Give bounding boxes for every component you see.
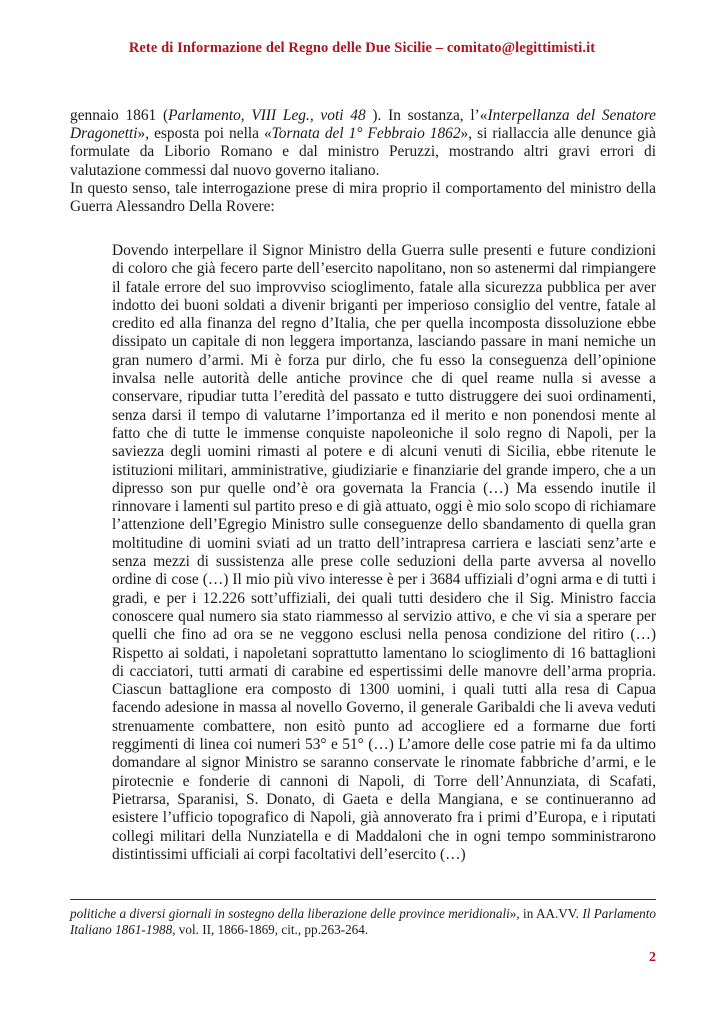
block-quote xyxy=(112,242,656,864)
intro-paragraph-2: In questo senso, tale interrogazione prese di mira proprio il comportamento del ministro della Guerra Alessandro Della Rovere: xyxy=(70,179,656,216)
intro-text xyxy=(70,107,656,216)
interpellanza-title: Interpellanza del Senatore Dragonetti xyxy=(70,107,656,143)
intro-text-run: gennaio 1861 ( xyxy=(70,107,169,124)
intro-text-run: », si riallaccia alle denunce già formulate da Liborio Romano e dal ministro Peruzzi, mostrando altri gravi errori di valutazione commessi dal nuovo governo italiano. xyxy=(70,125,657,179)
quote-paragraph: Dovendo interpellare il Signor Ministro della Guerra sulle presenti e future condizioni di coloro che già fecero parte dell’esercito napolitano, non so astenermi dal rimpiangere il fatale errore del suo improvviso scioglimento, fatale alla sicurezza pubblica per aver indotto dei buoni soldati a divenir briganti per imperioso consiglio del ventre, fatale al credito ed alla finanza del regno d’Italia, che per quella incomposta dissoluzione ebbe dissipato un capitale di non leggera importanza, lasciando passare in mani nemiche un gran numero d’armi. Mi è forza pur dirlo, che fu esso la conseguenza dell’opinione invalsa nelle autorità delle antiche province che di quel reame nulla si avesse a conservare, ripudiar tutta l’eredità del passato e tutto distruggere dei suoi ordinamenti, senza darsi il tempo di valutarne l’importanza ed il merito e non ponendosi mente al fatto che di tutte le immense conquiste napoleoniche il solo regno di Napoli, per la saviezza degli uomini rimasti al potere e di alcuni venuti di Sicilia, ebbe ritenute le istituzioni militari, amministrative, giudiziarie e finanziarie del grande impero, che a un dipresso son pur quelle ond’è ora governata la Francia (…) Ma essendo inutile il rinnovare i lamenti sul partito preso e di già attuato, oggi è mio solo scopo di richiamare l’attenzione dell’Egregio Ministro sulle conseguenze dello sbandamento di quella gran moltitudine di uomini sviati ad un tratto dell’intrapresa carriera e lasciati senz’arte e senza mezzi di sussistenza alle prese colle seduzioni della parte avversa al novello ordine di cose (…) Il mio più vivo interesse è per i 3684 uffiziali d’ogni arma e di tutti i gradi, e per i 12.226 sott’uffiziali, dei quali tutti desidero che il Sig. Ministro faccia conoscere qual numero sia stato riammesso al servizio attivo, e che vi sia a sperare per quelli che fino ad ora se ne veggono esclusi nella penosa condizione del ritiro (…) Rispetto ai soldati, i napoletani soprattutto lamentano lo scioglimento di 16 battaglioni di cacciatori, tutti armati di carabine ed espertissimi delle manovre dell’arma propria. Ciascun battaglione era composto di 1300 uomini, i quali tutti alla resa di Capua facendo adesione in massa al novello Governo, il generale Garibaldi che li aveva veduti strenuamente combattere, non esitò punto ad accogliere ed a formarne due forti reggimenti di linea coi numeri 53° e 51° (…) L’amore delle cose patrie mi fa da ultimo domandare al signor Ministro se saranno conservate le rinomate fabbriche d’armi, e le pirotecnie e fonderie di cannoni di Napoli, di Torre dell’Annunziata, di Scafati, Pietrarsa, Sparanisi, S. Donato, di Gaeta e della Mangiana, e se continueranno ad esistere l’ufficio topografico di Napoli, già annoverato fra i primi d’Europa, e i riputati collegi militari della Nunziatella e di Maddaloni che in ogni tempo somministrarono distintissimi ufficiali ai corpi facoltativi dell’esercito (…) xyxy=(112,242,656,863)
footnote-text xyxy=(70,906,656,938)
footnote-run: , vol. II, 1866-1869, cit., pp.263-264. xyxy=(172,922,369,937)
page-header: Rete di Informazione del Regno delle Due Sicilie – comitato@legittimisti.it xyxy=(128,40,596,56)
intro-paragraph-1 xyxy=(70,107,656,180)
citation-italic: Parlamento, VIII Leg., voti 48 xyxy=(168,107,366,124)
page-number: 2 xyxy=(649,950,656,965)
intro-text-run: », esposta poi nella « xyxy=(137,125,272,143)
tornata-title: Tornata del 1° Febbraio 1862 xyxy=(271,125,461,143)
footnote-run: », in AA.VV. xyxy=(509,906,583,921)
footnote xyxy=(70,906,656,938)
intro-text-run: ). In sostanza, l’« xyxy=(365,107,488,124)
footnote-book-title: Il Parlamento Italiano 1861-1988 xyxy=(70,906,657,937)
footnote-divider xyxy=(70,899,656,900)
footnote-italic: politiche a diversi giornali in sostegno della liberazione delle province meridionali xyxy=(70,906,510,921)
